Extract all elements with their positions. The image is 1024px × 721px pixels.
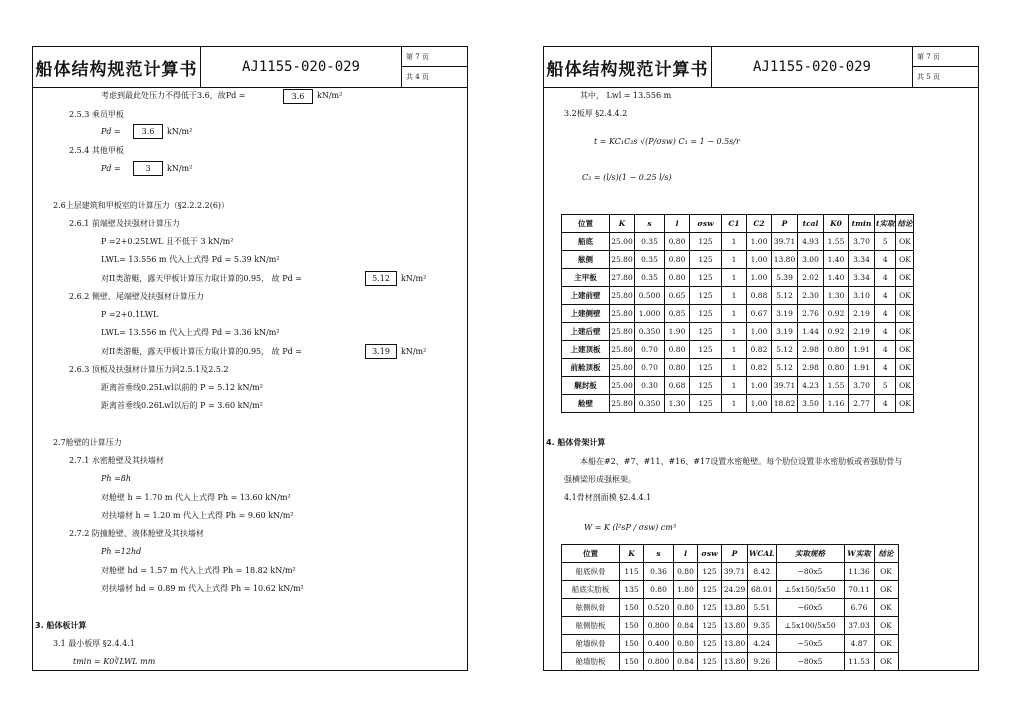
table-cell: 4: [875, 341, 896, 359]
column-header: WCAL: [748, 545, 777, 563]
table-cell: 5: [875, 377, 896, 395]
calc-page-right: [543, 46, 979, 671]
table-row: [562, 323, 914, 341]
calc-line: 对扶墙材 hd = 0.89 m 代入上式得 Ph = 10.62 kN/m²: [101, 584, 304, 593]
table-cell: 0.80: [665, 233, 690, 251]
table-cell: 11.36: [844, 563, 874, 581]
calc-line: 对舱壁 h = 1.70 m 代入上式得 Ph = 13.60 kN/m²: [101, 493, 291, 502]
table-cell: 1: [722, 395, 747, 413]
table-cell: 0.30: [635, 377, 665, 395]
column-header: 结论: [896, 215, 914, 233]
table-cell: 0.67: [747, 305, 772, 323]
table-cell: 125: [698, 617, 722, 635]
frame-modulus-table: [561, 544, 899, 671]
table-cell: 5.39: [772, 269, 798, 287]
formula: C₂ = (l/s)(1 − 0.25 l/s): [582, 173, 672, 182]
table-cell: 1.40: [824, 251, 849, 269]
row-label: 舷侧纵骨: [562, 599, 620, 617]
row-label: 上建后壁: [562, 323, 610, 341]
table-cell: 25.00: [610, 377, 635, 395]
calc-line: LWL= 13.556 m 代入上式得 Pd = 5.39 kN/m²: [101, 255, 280, 264]
table-cell: 39.71: [772, 233, 798, 251]
table-cell: OK: [874, 581, 898, 599]
calc-line: 对扶墙材 h = 1.20 m 代入上式得 Ph = 9.60 kN/m²: [101, 511, 294, 520]
section-heading: 2.7.2 防撞舱壁、液体舱壁及其扶墙材: [69, 529, 204, 538]
section-heading: 2.5.4 其他甲板: [69, 146, 124, 155]
table-cell: 4.87: [844, 635, 874, 653]
table-cell: 25.80: [610, 305, 635, 323]
table-cell: 5.51: [748, 599, 777, 617]
table-cell: 0.85: [665, 305, 690, 323]
table-row: [562, 581, 899, 599]
page-number: 第 7 页: [913, 47, 978, 67]
table-cell: 1.55: [824, 233, 849, 251]
row-label: 舷侧肋板: [562, 617, 620, 635]
table-cell: 5.12: [772, 359, 798, 377]
formula: tmin = K0∛LWL mm: [73, 657, 156, 666]
unit: kN/m²: [317, 91, 343, 100]
table-cell: OK: [896, 323, 914, 341]
column-header: P: [772, 215, 798, 233]
table-cell: 25.80: [610, 323, 635, 341]
table-cell: 4: [875, 323, 896, 341]
table-cell: 125: [698, 581, 722, 599]
calc-line: 距离首垂线0.25Lwl以前的 P = 5.12 kN/m²: [101, 383, 263, 392]
calc-line: LWL= 13.556 m 代入上式得 Pd = 3.36 kN/m²: [101, 328, 280, 337]
table-cell: 1: [722, 251, 747, 269]
line-min-pressure: 考虑到最此处压力不得低于3.6，故Pd =: [101, 91, 246, 100]
table-cell: 0.80: [674, 635, 698, 653]
row-label: 上建顶板: [562, 341, 610, 359]
page-total: 共 4 页: [406, 73, 429, 81]
table-cell: 3.34: [849, 251, 875, 269]
table-cell: 1.91: [849, 359, 875, 377]
table-cell: 18.82: [772, 395, 798, 413]
table-cell: −80x5: [776, 653, 844, 671]
table-cell: 3.70: [849, 233, 875, 251]
table-cell: ⊥5x100/5x50: [776, 617, 844, 635]
table-cell: 1.16: [824, 395, 849, 413]
unit: kN/m²: [401, 347, 427, 356]
doc-code: AJ1155-020-029: [712, 47, 913, 87]
table-cell: 0.82: [747, 359, 772, 377]
table-cell: 13.80: [722, 599, 748, 617]
table-row: [562, 617, 899, 635]
table-row: [562, 341, 914, 359]
section-heading: 3.1 最小板厚 §2.4.4.1: [53, 639, 135, 648]
table-cell: 150: [620, 617, 644, 635]
value-box: 3.6: [283, 89, 313, 104]
column-header: 位置: [562, 545, 620, 563]
table-cell: 1: [722, 341, 747, 359]
table-cell: 115: [620, 563, 644, 581]
row-label: 船底: [562, 233, 610, 251]
table-cell: 3.19: [772, 323, 798, 341]
column-header: s: [644, 545, 674, 563]
table-cell: 125: [690, 305, 722, 323]
table-cell: OK: [896, 341, 914, 359]
calc-line: 对舱壁 hd = 1.57 m 代入上式得 Ph = 18.82 kN/m²: [101, 566, 296, 575]
table-cell: 39.71: [722, 563, 748, 581]
table-cell: 1.000: [635, 305, 665, 323]
table-cell: 0.520: [644, 599, 674, 617]
value-box: 3.19: [365, 344, 397, 359]
table-cell: 3.10: [849, 287, 875, 305]
table-row: [562, 377, 914, 395]
table-cell: 1: [722, 287, 747, 305]
table-cell: 1.00: [747, 323, 772, 341]
formula: t = KC₁C₂s √(P/σsw) C₁ = 1 − 0.5s/r: [594, 137, 740, 146]
table-cell: 0.92: [824, 323, 849, 341]
column-header: K: [610, 215, 635, 233]
column-header: K: [620, 545, 644, 563]
table-cell: 0.800: [644, 653, 674, 671]
table-cell: OK: [896, 377, 914, 395]
table-cell: 0.350: [635, 395, 665, 413]
calc-line: 对II类游艇，露天甲板计算压力取计算的0.95， 故 Pd =: [101, 274, 302, 283]
table-cell: 125: [698, 653, 722, 671]
table-cell: 27.80: [610, 269, 635, 287]
formula: Ph =8h: [101, 474, 132, 483]
calc-line: 其中， Lwl = 13.556 m: [580, 91, 672, 100]
table-cell: 0.80: [665, 269, 690, 287]
table-row: [562, 233, 914, 251]
table-row: [562, 653, 899, 671]
table-cell: 3.70: [849, 377, 875, 395]
table-cell: 5.12: [772, 287, 798, 305]
table-cell: 0.80: [665, 251, 690, 269]
table-cell: 1.91: [849, 341, 875, 359]
table-cell: 125: [690, 251, 722, 269]
table-cell: 0.80: [824, 341, 849, 359]
table-cell: 1.90: [665, 323, 690, 341]
table-cell: 125: [698, 599, 722, 617]
row-label: 船底实肋板: [562, 581, 620, 599]
table-cell: 1.30: [665, 395, 690, 413]
column-header: s: [635, 215, 665, 233]
table-cell: 4.93: [798, 233, 824, 251]
table-cell: 9.35: [748, 617, 777, 635]
table-cell: 0.70: [635, 359, 665, 377]
chapter-heading: 3. 船体板计算: [35, 621, 87, 630]
table-cell: 135: [620, 581, 644, 599]
table-cell: 0.84: [674, 617, 698, 635]
table-cell: 4: [875, 251, 896, 269]
table-cell: 1.00: [747, 269, 772, 287]
table-cell: 2.77: [849, 395, 875, 413]
table-row: [562, 563, 899, 581]
paragraph-line: 强横梁形成强框架。: [564, 475, 636, 484]
table-cell: OK: [874, 563, 898, 581]
table-cell: 5.12: [772, 341, 798, 359]
table-cell: 150: [620, 599, 644, 617]
column-header: 结论: [874, 545, 898, 563]
table-row: [562, 599, 899, 617]
doc-code: AJ1155-020-029: [201, 47, 402, 87]
table-cell: 2.76: [798, 305, 824, 323]
table-cell: −50x5: [776, 635, 844, 653]
table-cell: 25.80: [610, 287, 635, 305]
table-cell: OK: [874, 653, 898, 671]
section-heading: 2.6.2 侧壁、尾端壁及扶强材计算压力: [69, 292, 204, 301]
section-heading: 2.6.3 顶板及扶强材计算压力同2.5.1及2.5.2: [69, 365, 229, 374]
table-cell: 0.36: [644, 563, 674, 581]
section-heading: 2.6.1 前端壁及扶强材计算压力: [69, 219, 180, 228]
table-cell: 4: [875, 269, 896, 287]
table-cell: 1: [722, 323, 747, 341]
table-cell: 125: [690, 269, 722, 287]
section-heading: 2.7.1 水密舱壁及其扶墙材: [69, 456, 164, 465]
table-cell: 3.19: [772, 305, 798, 323]
table-cell: 4: [875, 287, 896, 305]
table-cell: 0.35: [635, 269, 665, 287]
table-row: [562, 305, 914, 323]
column-header: P: [722, 545, 748, 563]
column-header: l: [674, 545, 698, 563]
table-cell: 1.40: [824, 269, 849, 287]
table-cell: 1.55: [824, 377, 849, 395]
calc-line: 距离首垂线0.26Lwl以后的 P = 3.60 kN/m²: [101, 401, 263, 410]
formula: Pd =: [101, 164, 121, 173]
table-cell: 0.350: [635, 323, 665, 341]
table-row: [562, 287, 914, 305]
table-cell: 25.00: [610, 233, 635, 251]
table-cell: 4.23: [798, 377, 824, 395]
page-header: [544, 47, 978, 88]
row-label: 舱墙纵骨: [562, 635, 620, 653]
table-cell: 4: [875, 359, 896, 377]
formula: W = K (l²sP / σsw) cm³: [584, 523, 677, 532]
page-header: [33, 47, 467, 88]
column-header: t实取: [875, 215, 896, 233]
unit: kN/m²: [401, 274, 427, 283]
plate-thickness-table: [561, 214, 914, 413]
table-row: [562, 269, 914, 287]
table-cell: 0.84: [674, 653, 698, 671]
table-cell: OK: [896, 251, 914, 269]
row-label: 前舱顶板: [562, 359, 610, 377]
page-number: 第 7 页: [402, 47, 467, 67]
table-cell: 125: [698, 563, 722, 581]
table-cell: −60x5: [776, 599, 844, 617]
table-cell: 1.00: [747, 251, 772, 269]
table-row: [562, 395, 914, 413]
table-cell: 2.98: [798, 341, 824, 359]
table-cell: 125: [698, 635, 722, 653]
formula: Pd =: [101, 127, 121, 136]
table-cell: 4: [875, 305, 896, 323]
table-cell: 1.00: [747, 377, 772, 395]
column-header: C1: [722, 215, 747, 233]
table-cell: OK: [896, 305, 914, 323]
row-label: 舷侧: [562, 251, 610, 269]
table-cell: 1: [722, 377, 747, 395]
unit: kN/m²: [167, 127, 193, 136]
table-cell: OK: [874, 599, 898, 617]
doc-title: 船体结构规范计算书: [544, 47, 712, 87]
formula: Ph =12hd: [101, 547, 142, 556]
table-cell: 13.80: [722, 635, 748, 653]
table-cell: 125: [690, 341, 722, 359]
table-cell: 1.00: [747, 395, 772, 413]
table-cell: OK: [896, 269, 914, 287]
table-cell: 0.500: [635, 287, 665, 305]
column-header: l: [665, 215, 690, 233]
column-header: tcal: [798, 215, 824, 233]
calc-line: 对II类游艇，露天甲板计算压力取计算的0.95， 故 Pd =: [101, 347, 302, 356]
table-cell: 125: [690, 377, 722, 395]
value-box: 3.6: [133, 124, 163, 139]
section-heading: 4.1骨材剖面模 §2.4.4.1: [564, 493, 652, 502]
row-label: 上建侧壁: [562, 305, 610, 323]
table-cell: 0.80: [674, 599, 698, 617]
section-heading: 3.2板厚 §2.4.4.2: [564, 109, 628, 118]
table-cell: 125: [690, 233, 722, 251]
table-cell: 0.88: [747, 287, 772, 305]
table-cell: 0.92: [824, 305, 849, 323]
column-header: K0: [824, 215, 849, 233]
table-cell: OK: [896, 395, 914, 413]
table-cell: 9.26: [748, 653, 777, 671]
table-cell: 3.34: [849, 269, 875, 287]
table-cell: 11.53: [844, 653, 874, 671]
table-cell: 1: [722, 269, 747, 287]
table-cell: 2.30: [798, 287, 824, 305]
table-cell: 4: [875, 395, 896, 413]
table-cell: 125: [690, 287, 722, 305]
table-cell: 125: [690, 395, 722, 413]
table-cell: OK: [874, 617, 898, 635]
table-cell: 2.98: [798, 359, 824, 377]
table-cell: 24.29: [722, 581, 748, 599]
table-cell: 0.65: [665, 287, 690, 305]
formula: P =2+0.1LWL: [101, 310, 159, 319]
column-header: σsw: [698, 545, 722, 563]
table-cell: 150: [620, 653, 644, 671]
table-cell: 1.80: [674, 581, 698, 599]
table-cell: 68.01: [748, 581, 777, 599]
table-cell: 1: [722, 359, 747, 377]
table-cell: 25.80: [610, 341, 635, 359]
column-header: W实取: [844, 545, 874, 563]
table-cell: 3.50: [798, 395, 824, 413]
table-cell: 39.71: [772, 377, 798, 395]
table-cell: 0.80: [665, 341, 690, 359]
table-cell: 0.82: [747, 341, 772, 359]
table-cell: ⊥5x150/5x50: [776, 581, 844, 599]
table-cell: 0.80: [674, 563, 698, 581]
table-row: [562, 251, 914, 269]
calc-page-left: [32, 46, 468, 671]
formula: P =2+0.25LWL 且不低于 3 kN/m²: [101, 237, 234, 246]
table-cell: 25.80: [610, 359, 635, 377]
table-cell: 0.70: [635, 341, 665, 359]
row-label: 舱墙肋板: [562, 653, 620, 671]
column-header: 位置: [562, 215, 610, 233]
section-heading: 2.5.3 乘员甲板: [69, 110, 124, 119]
table-cell: 0.80: [824, 359, 849, 377]
table-cell: 37.03: [844, 617, 874, 635]
table-cell: 0.35: [635, 251, 665, 269]
table-cell: 2.19: [849, 323, 875, 341]
column-header: 实取规格: [776, 545, 844, 563]
table-row: [562, 359, 914, 377]
table-cell: 0.35: [635, 233, 665, 251]
table-cell: 13.80: [722, 617, 748, 635]
table-cell: 150: [620, 635, 644, 653]
table-cell: −80x5: [776, 563, 844, 581]
table-cell: 13.80: [722, 653, 748, 671]
table-cell: 70.11: [844, 581, 874, 599]
table-cell: OK: [896, 359, 914, 377]
table-cell: OK: [896, 287, 914, 305]
table-cell: 1.44: [798, 323, 824, 341]
table-cell: 0.80: [665, 359, 690, 377]
section-heading: 2.6上层建筑和甲板室的计算压力（§2.2.2.2(6)）: [53, 201, 230, 210]
table-cell: 25.80: [610, 395, 635, 413]
table-cell: 0.800: [644, 617, 674, 635]
column-header: C2: [747, 215, 772, 233]
table-cell: 25.80: [610, 251, 635, 269]
row-label: 上建前壁: [562, 287, 610, 305]
table-cell: 13.80: [772, 251, 798, 269]
table-cell: 1: [722, 233, 747, 251]
row-label: 主甲板: [562, 269, 610, 287]
table-cell: 125: [690, 323, 722, 341]
table-cell: 1.30: [824, 287, 849, 305]
value-box: 3: [133, 161, 163, 176]
table-cell: 6.76: [844, 599, 874, 617]
unit: kN/m²: [167, 164, 193, 173]
table-cell: 0.68: [665, 377, 690, 395]
value-box: 5.12: [365, 271, 397, 286]
page-total: 共 5 页: [917, 73, 940, 81]
row-label: 艉封板: [562, 377, 610, 395]
column-header: σsw: [690, 215, 722, 233]
table-cell: 1: [722, 305, 747, 323]
table-cell: 2.02: [798, 269, 824, 287]
table-cell: OK: [874, 635, 898, 653]
table-cell: 0.400: [644, 635, 674, 653]
section-heading: 2.7舱壁的计算压力: [53, 438, 122, 447]
table-cell: 1.00: [747, 233, 772, 251]
row-label: 船底纵骨: [562, 563, 620, 581]
table-row: [562, 635, 899, 653]
table-cell: 8.42: [748, 563, 777, 581]
table-cell: 0.80: [644, 581, 674, 599]
table-cell: 125: [690, 359, 722, 377]
table-cell: 3.00: [798, 251, 824, 269]
row-label: 舱壁: [562, 395, 610, 413]
table-cell: 2.19: [849, 305, 875, 323]
table-cell: 4.24: [748, 635, 777, 653]
paragraph-line: 本船在#2、#7、#11、#16、#17设置水密舱壁。每个肋位设置非水密肋板或者强肋骨与: [580, 457, 903, 466]
table-cell: OK: [896, 233, 914, 251]
table-cell: 5: [875, 233, 896, 251]
chapter-heading: 4. 船体骨架计算: [546, 438, 606, 447]
doc-title: 船体结构规范计算书: [33, 47, 201, 87]
column-header: tmin: [849, 215, 875, 233]
